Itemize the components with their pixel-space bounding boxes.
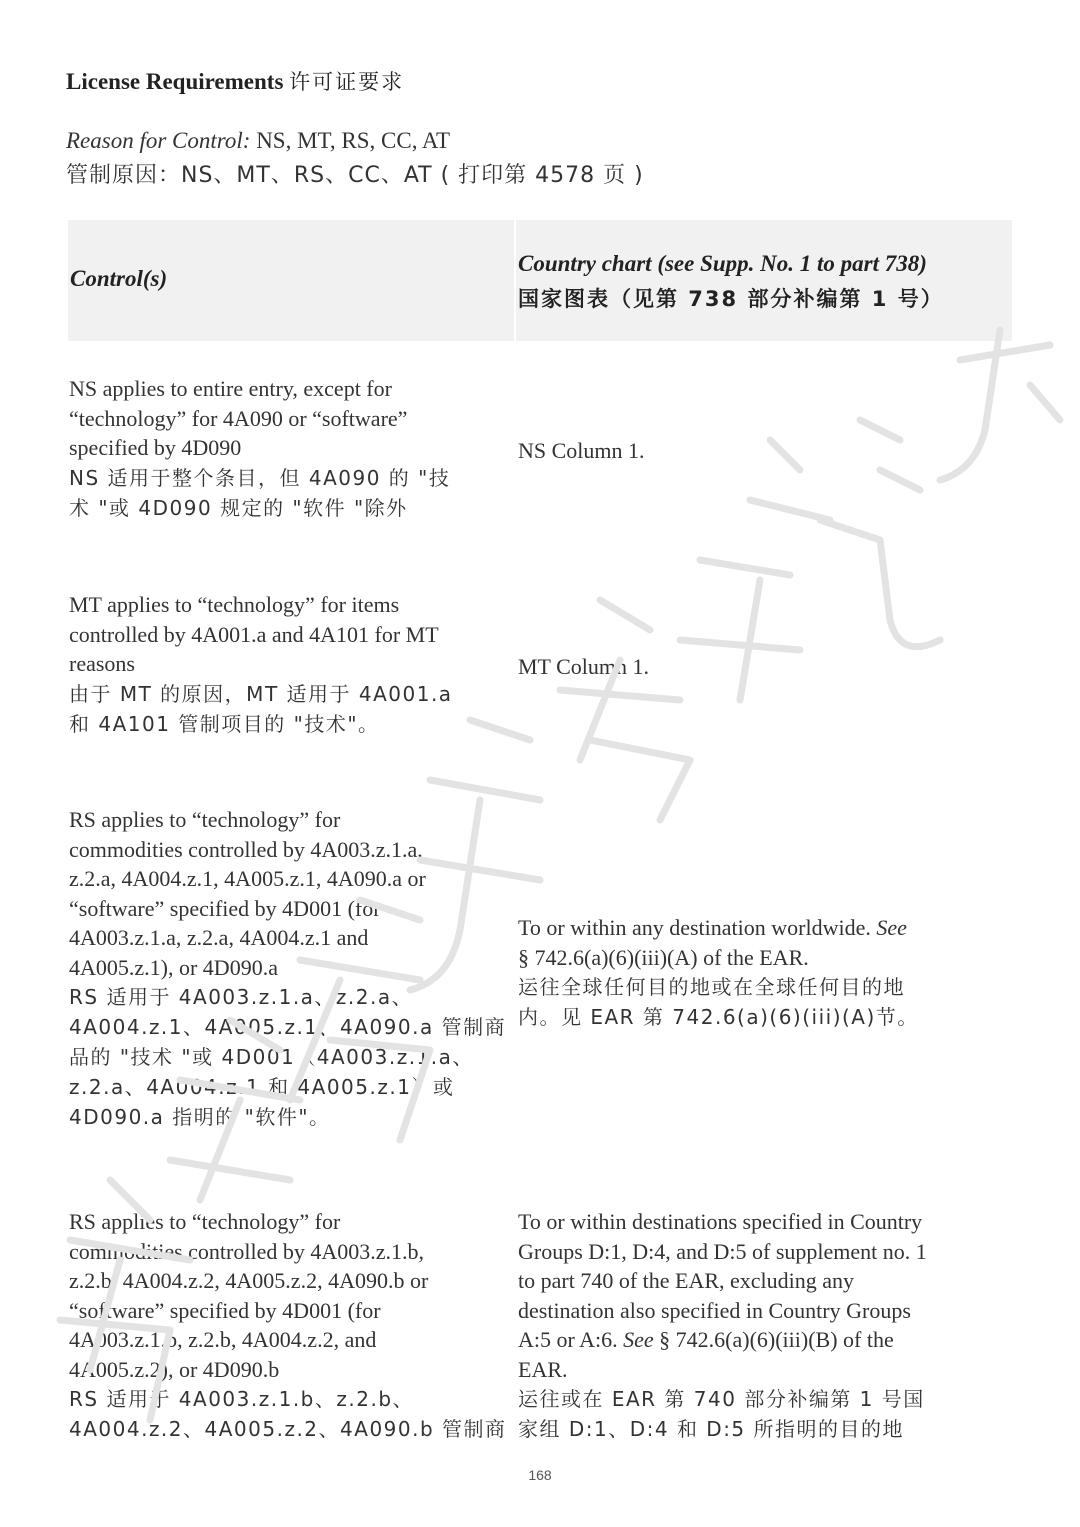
row-4-left-line: “software” specified by 4D001 (for [69, 1297, 381, 1323]
reason-for-control-cn: 管制原因：NS、MT、RS、CC、AT ( 打印第 4578 页 ) [66, 163, 644, 188]
row-2-left-line: controlled by 4A001.a and 4A101 for MT [69, 621, 439, 647]
page-number: 168 [528, 1467, 552, 1483]
row-1-right-line: NS Column 1. [518, 438, 645, 463]
row-4-right-line: 运往或在 EAR 第 740 部分补编第 1 号国 [518, 1387, 925, 1411]
reason-values: NS, MT, RS, CC, AT [256, 128, 451, 153]
section-heading [66, 66, 404, 96]
row-1-controls [69, 374, 450, 523]
row-3-right-line: 内。见 EAR 第 742.6(a)(6)(iii)(A)节。 [518, 1005, 919, 1029]
row-2-country-chart [518, 652, 649, 682]
row-4-right-line: destination also specified in Country Groups [518, 1297, 911, 1323]
table-header-divider [514, 220, 516, 341]
row-1-left-line: specified by 4D090 [69, 435, 242, 460]
row-3-left-line: commodities controlled by 4A003.z.1.a, [69, 836, 423, 862]
row-3-left-line: “software” specified by 4D001 (for [69, 895, 381, 921]
row-4-right-line: Groups D:1, D:4, and D:5 of supplement no. 1 [518, 1238, 927, 1264]
row-2-left-line: 和 4A101 管制项目的 "技术"。 [69, 711, 380, 736]
row-3-left-line: z.2.a, 4A004.z.1, 4A005.z.1, 4A090.a or [69, 866, 426, 891]
row-4-right-line [518, 1325, 927, 1355]
row-3-left-line: 4D090.a 指明的 "软件"。 [69, 1105, 331, 1129]
row-3-left-line: RS 适用于 4A003.z.1.a、z.2.a、 [69, 985, 414, 1009]
row-4-see: See [623, 1327, 654, 1352]
row-3-left-line: 4A005.z.1), or 4D090.a [69, 954, 278, 980]
row-4-groups: A:5 or A:6. [518, 1327, 618, 1352]
row-1-left-line: 术 "或 4D090 规定的 "软件 "除外 [69, 495, 408, 520]
row-2-left-line: 由于 MT 的原因，MT 适用于 4A001.a [69, 681, 453, 706]
row-4-right-line: EAR. [518, 1356, 568, 1382]
row-2-left-line: MT applies to “technology” for items [69, 592, 400, 617]
row-4-left-line: 4A005.z.2), or 4D090.b [69, 1356, 280, 1382]
row-3-left-line: 4A003.z.1.a, z.2.a, 4A004.z.1 and [69, 925, 369, 950]
row-2-controls [69, 590, 453, 739]
row-3-controls [69, 805, 506, 1132]
row-1-left-line: NS 适用于整个条目，但 4A090 的 "技 [69, 465, 451, 490]
row-4-left-line: RS 适用于 4A003.z.1.b、z.2.b、 [69, 1387, 415, 1411]
header-country-chart-cn: 国家图表（见第 738 部分补编第 1 号） [518, 287, 944, 311]
row-4-country-chart [518, 1207, 927, 1444]
row-1-country-chart [518, 436, 645, 466]
header-controls: Control(s) [70, 266, 168, 291]
row-3-left-line: 品的 "技术 "或 4D001（4A003.z.1.a、 [69, 1045, 474, 1069]
table-header [68, 220, 1012, 341]
row-3-right-line: 运往全球任何目的地或在全球任何目的地 [518, 975, 905, 999]
row-3-see: See [876, 915, 907, 940]
row-3-left-line: RS applies to “technology” for [69, 807, 341, 832]
row-3-right-text: To or within any destination worldwide. [518, 915, 871, 940]
row-4-left-line: 4A003.z.1.b, z.2.b, 4A004.z.2, and [69, 1327, 377, 1352]
row-4-right-line: 家组 D:1、D:4 和 D:5 所指明的目的地 [518, 1417, 905, 1441]
heading-cn: 许可证要求 [289, 70, 405, 94]
row-2-left-line: reasons [69, 651, 135, 676]
row-2-right-line: MT Column 1. [518, 654, 650, 679]
row-4-right-line: To or within destinations specified in Country [518, 1209, 923, 1234]
row-4-left-line: commodities controlled by 4A003.z.1.b, [69, 1238, 424, 1264]
reason-label: Reason for Control: [66, 128, 251, 153]
row-1-left-line: “technology” for 4A090 or “software” [69, 405, 408, 431]
row-4-left-line: z.2.b, 4A004.z.2, 4A005.z.2, 4A090.b or [69, 1268, 429, 1293]
row-3-right-line [518, 913, 919, 943]
row-3-left-line: 4A004.z.1、4A005.z.1、4A090.a 管制商 [69, 1015, 507, 1039]
row-4-left-line: RS applies to “technology” for [69, 1209, 341, 1234]
row-1-left-line: NS applies to entire entry, except for [69, 376, 392, 401]
reason-for-control-en [66, 128, 450, 154]
row-4-controls [69, 1207, 507, 1444]
row-3-country-chart [518, 913, 919, 1032]
row-4-section-ref: § 742.6(a)(6)(iii)(B) of the [659, 1327, 894, 1352]
heading-en: License Requirements [66, 69, 284, 94]
row-3-left-line: z.2.a、4A004.z.1 和 4A005.z.1）或 [69, 1075, 455, 1099]
row-4-left-line: 4A004.z.2、4A005.z.2、4A090.b 管制商 [69, 1417, 507, 1441]
header-country-chart-en: Country chart (see Supp. No. 1 to part 738) [518, 251, 927, 276]
row-3-right-line: § 742.6(a)(6)(iii)(A) of the EAR. [518, 944, 809, 970]
row-4-right-line: to part 740 of the EAR, excluding any [518, 1268, 855, 1293]
